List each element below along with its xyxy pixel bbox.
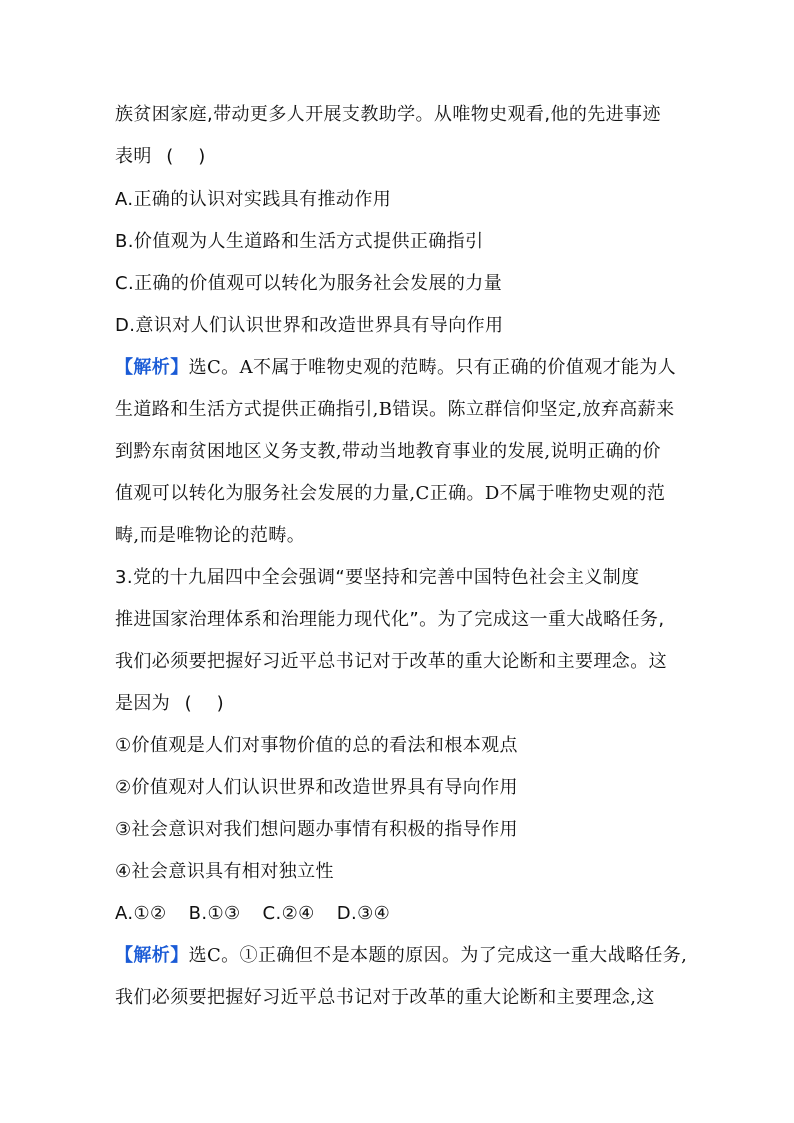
q2-analysis-line-1 [115, 356, 676, 380]
q3-choice-b: B.①③ [188, 903, 241, 924]
q2-analysis-text: 选C。A不属于唯物史观的范畴。只有正确的价值观才能为人 [188, 357, 677, 378]
q3-stem-line-2: 推进国家治理体系和治理能力现代化”。为了完成这一重大战略任务, [115, 609, 665, 630]
q2-analysis-tag: 【解析】 [115, 357, 189, 378]
q3-analysis-tag: 【解析】 [115, 945, 189, 966]
q3-analysis-line-2: 我们必须要把握好习近平总书记对于改革的重大论断和主要理念,这 [115, 987, 655, 1008]
q3-statement-1: ①价值观是人们对事物价值的总的看法和根本观点 [115, 735, 518, 756]
q2-answer-blank: ( ) [166, 146, 206, 167]
q2-stem-text: 表明 [115, 146, 152, 167]
q3-choice-a: A.①② [115, 903, 167, 924]
q3-choice-c: C.②④ [262, 903, 315, 924]
q3-stem-line-1: 3.党的十九届四中全会强调“要坚持和完善中国特色社会主义制度 [115, 567, 640, 588]
q3-stem-line-3: 我们必须要把握好习近平总书记对于改革的重大论断和主要理念。这 [115, 651, 667, 672]
q3-analysis-line-1 [115, 944, 687, 968]
q3-answer-blank: ( ) [184, 693, 225, 714]
q2-option-d: D.意识对人们认识世界和改造世界具有导向作用 [115, 315, 504, 336]
q2-option-c: C.正确的价值观可以转化为服务社会发展的力量 [115, 273, 503, 294]
q2-option-a: A.正确的认识对实践具有推动作用 [115, 189, 392, 210]
q2-analysis-line-3: 到黔东南贫困地区义务支教,带动当地教育事业的发展,说明正确的价 [115, 441, 661, 462]
q3-choice-d: D.③④ [336, 903, 391, 924]
q3-analysis-text: 选C。①正确但不是本题的原因。为了完成这一重大战略任务, [188, 945, 688, 966]
q2-analysis-line-2: 生道路和生活方式提供正确指引,B错误。陈立群信仰坚定,放弃高薪来 [115, 399, 675, 420]
q3-statement-2: ②价值观对人们认识世界和改造世界具有导向作用 [115, 777, 518, 798]
q3-stem-text: 是因为 [115, 693, 171, 714]
q2-stem-line-1: 族贫困家庭,带动更多人开展支教助学。从唯物史观看,他的先进事迹 [115, 104, 661, 125]
q3-choices [115, 902, 390, 926]
q2-analysis-line-4: 值观可以转化为服务社会发展的力量,C正确。D不属于唯物史观的范 [115, 483, 666, 504]
q3-statement-4: ④社会意识具有相对独立性 [115, 861, 334, 882]
q2-stem-line-2 [115, 145, 214, 169]
q3-statement-3: ③社会意识对我们想问题办事情有积极的指导作用 [115, 819, 518, 840]
q3-stem-line-4 [115, 692, 232, 716]
q2-option-b: B.价值观为人生道路和生活方式提供正确指引 [115, 231, 484, 252]
q2-analysis-line-5: 畴,而是唯物论的范畴。 [115, 525, 306, 546]
